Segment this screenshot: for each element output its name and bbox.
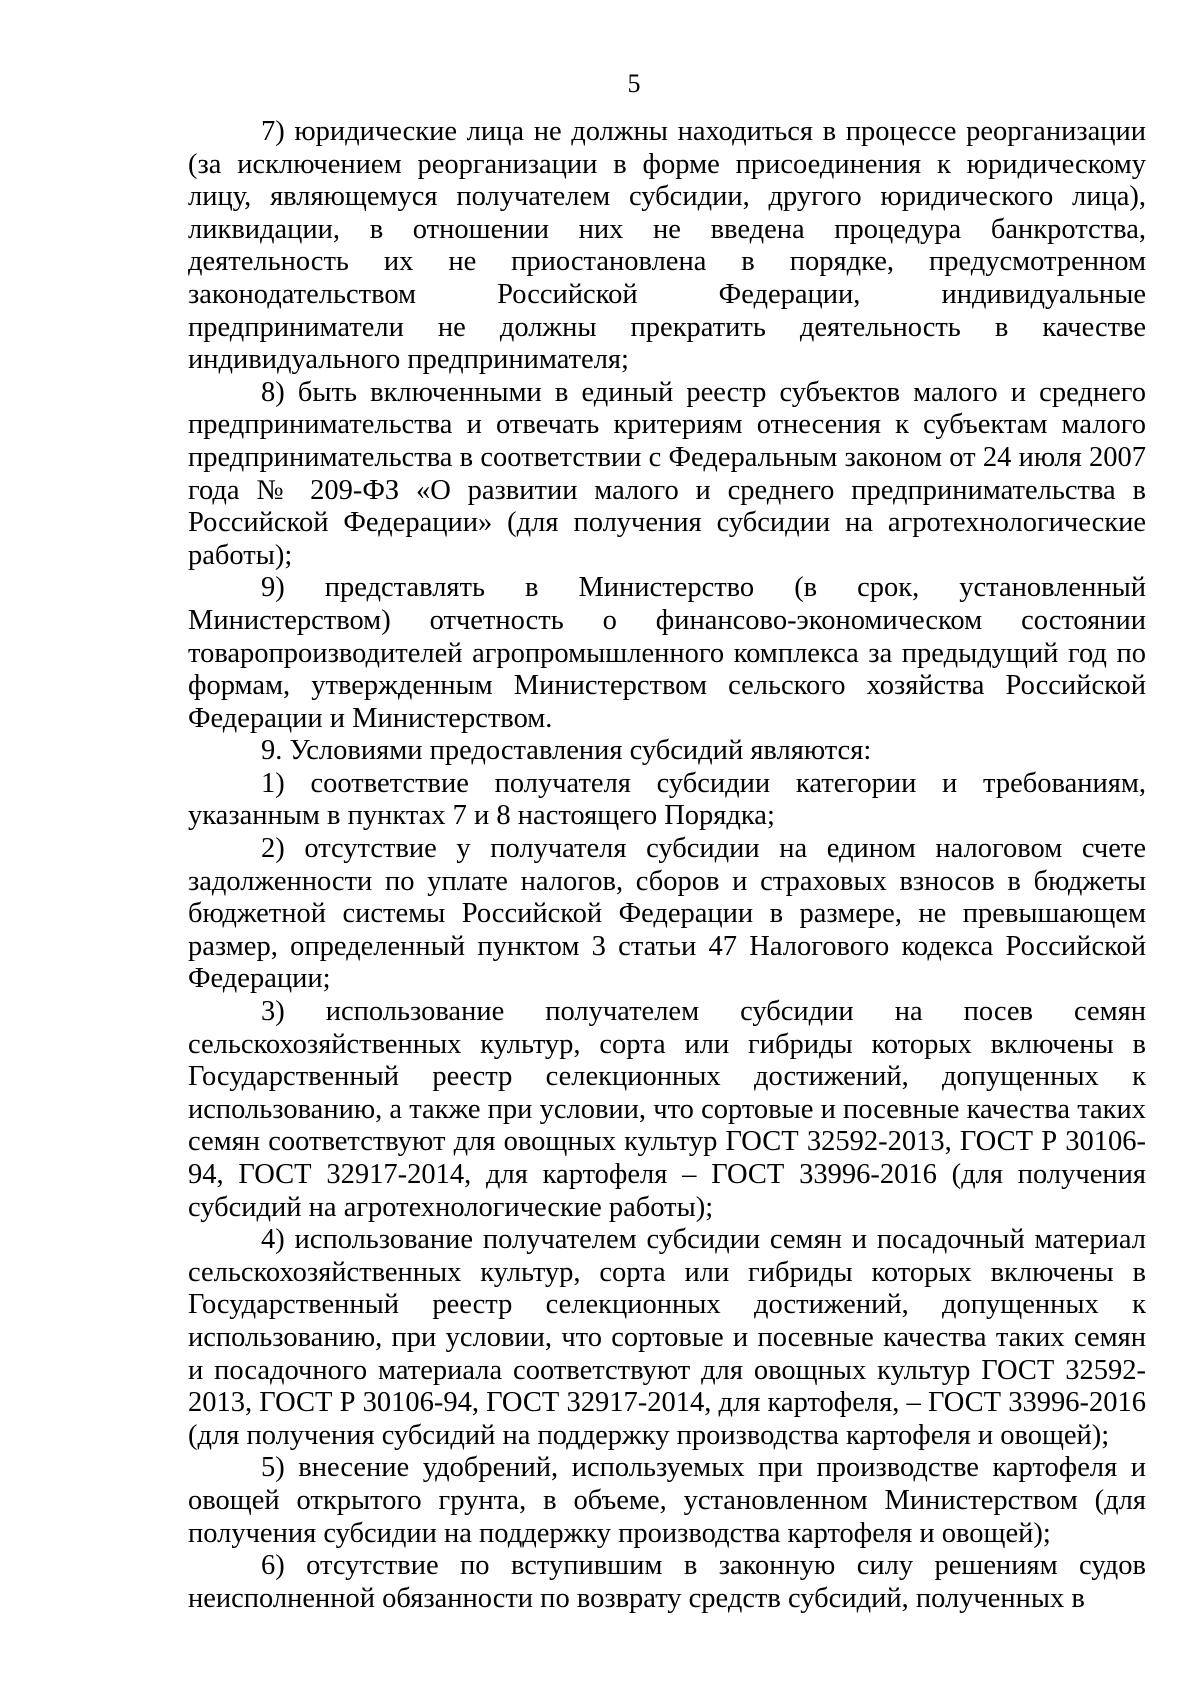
paragraph-section-9-heading: 9. Условиями предоставления субсидий являются: <box>261 735 872 767</box>
paragraph-condition-2: 2) отсутствие у получателя субсидии на едином налоговом счете задолженности по уплате налогов, сборов и страховых взносов в бюджеты бюджетной системы Российской Федерации в размере, не превышающем размер, определенный пунктом 3 статьи 47 Налогового кодекса Российской Федерации; <box>188 833 1146 995</box>
paragraph-item-8: 8) быть включенными в единый реестр субъектов малого и среднего предпринимательства и отвечать критериям отнесения к субъектам малого предпринимательства в соответствии с Федеральным законом от 24 июля 2007 года № 209-ФЗ «О развитии малого и среднего предпринимательства в Российской Федерации» (для получения субсидии на агротехнологические работы); <box>188 376 1146 571</box>
paragraph-condition-1: 1) соответствие получателя субсидии категории и требованиям, указанным в пунктах 7 и 8 настоящего Порядка; <box>188 767 1146 832</box>
paragraph-condition-4: 4) использование получателем субсидии семян и посадочный материал сельскохозяйственных культур, сорта или гибриды которых включены в Государственный реестр селекционных достижений, допущенных к использованию, при условии, что сортовые и посевные качества таких семян и посадочного материала соответствуют для овощных культур ГОСТ 32592-2013, ГОСТ Р 30106-94, ГОСТ 32917-2014, для картофеля, – ГОСТ 33996-2016 (для получения субсидий на поддержку производства картофеля и овощей); <box>188 1224 1146 1451</box>
paragraph-item-7: 7) юридические лица не должны находиться в процессе реорганизации (за исключением реорганизации в форме присоединения к юридическому лицу, являющемуся получателем субсидии, другого юридического лица), ликвидации, в отношении них не введена процедура банкротства, деятельность их не приостановлена в порядке, предусмотренном законодательством Российской Федерации, индивидуальные предприниматели не должны прекратить деятельность в качестве индивидуального предпринимателя; <box>188 116 1146 376</box>
paragraph-item-9: 9) представлять в Министерство (в срок, установленный Министерством) отчетность о финансово-экономическом состоянии товаропроизводителей агропромышленного комплекса за предыдущий год по формам, утвержденным Министерством сельского хозяйства Российской Федерации и Министерством. <box>188 572 1146 734</box>
page-number: 5 <box>627 69 641 98</box>
paragraph-condition-3: 3) использование получателем субсидии на посев семян сельскохозяйственных культур, сорта или гибриды которых включены в Государственный реестр селекционных достижений, допущенных к использованию, а также при условии, что сортовые и посевные качества таких семян соответствуют для овощных культур ГОСТ 32592-2013, ГОСТ Р 30106-94, ГОСТ 32917-2014, для картофеля – ГОСТ 33996-2016 (для получения субсидий на агротехнологические работы); <box>188 996 1146 1223</box>
paragraph-condition-6: 6) отсутствие по вступившим в законную силу решениям судов неисполненной обязанности по возврату средств субсидий, полученных в <box>188 1550 1146 1614</box>
paragraph-condition-5: 5) внесение удобрений, используемых при производстве картофеля и овощей открытого грунта, в объеме, установленном Министерством (для получения субсидии на поддержку производства картофеля и овощей); <box>188 1452 1146 1549</box>
document-body <box>188 116 1146 1615</box>
